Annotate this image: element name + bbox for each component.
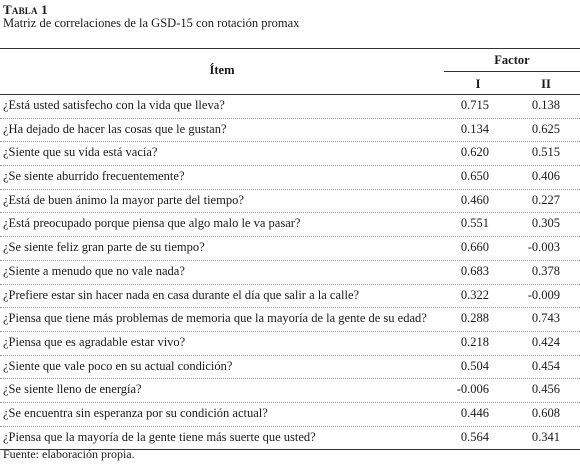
table-row — [0, 285, 580, 309]
row-factor-1-value: 0.620 — [460, 145, 489, 160]
row-item-text: ¿Se siente feliz gran parte de su tiempo? — [3, 240, 205, 255]
row-factor-2-value: 0.454 — [531, 358, 560, 373]
row-factor-2-value: -0.009 — [527, 287, 560, 302]
factor-rule — [444, 71, 580, 72]
row-factor-1-value: 0.683 — [460, 263, 489, 278]
row-factor-2-value: 0.608 — [531, 405, 560, 420]
row-factor-1-value: 0.218 — [460, 334, 489, 349]
row-factor-2-value: 0.625 — [531, 121, 560, 136]
row-factor-1-value: 0.288 — [460, 311, 489, 326]
row-item-text: ¿Se encuentra sin esperanza por su condición actual? — [3, 405, 268, 420]
table-row — [0, 403, 580, 427]
row-factor-2-value: 0.378 — [531, 263, 560, 278]
table-row — [0, 261, 580, 285]
row-item-text: ¿Está usted satisfecho con la vida que lleva? — [3, 98, 225, 112]
row-item-text: ¿Se siente lleno de energía? — [3, 382, 142, 397]
header-factor-2: II — [541, 77, 551, 91]
top-rule — [0, 48, 580, 49]
row-item-text: ¿Prefiere estar sin hacer nada en casa durante el día que salir a la calle? — [3, 287, 360, 302]
header-item: Ítem — [209, 63, 235, 77]
table-row — [0, 213, 580, 237]
row-factor-1-value: 0.134 — [460, 121, 489, 136]
row-item-text: ¿Se siente aburrido frecuentemente? — [3, 169, 185, 184]
table-row — [0, 166, 580, 190]
row-item-text: ¿Ha dejado de hacer las cosas que le gustan? — [3, 121, 227, 136]
row-item-text: ¿Siente que vale poco en su actual condición? — [3, 358, 233, 373]
row-factor-1-value: 0.446 — [460, 405, 489, 420]
table-source: Fuente: elaboración propia. — [3, 447, 135, 461]
table-body — [0, 95, 580, 450]
row-item-text: ¿Está preocupado porque piensa que algo malo le va pasar? — [3, 216, 301, 231]
row-factor-2-value: 0.227 — [531, 192, 560, 207]
row-item-text: ¿Está de buen ánimo la mayor parte del tiempo? — [3, 192, 244, 207]
row-factor-1-value: -0.006 — [456, 382, 489, 397]
table-row — [0, 237, 580, 261]
table-row — [0, 142, 580, 166]
row-factor-2-value: -0.003 — [527, 240, 560, 255]
row-factor-1-value: 0.460 — [460, 192, 489, 207]
table-row — [0, 119, 580, 143]
table-row — [0, 95, 580, 119]
row-item-text: ¿Piensa que tiene más problemas de memoria que la mayoría de la gente de su edad? — [3, 311, 427, 326]
row-factor-1-value: 0.715 — [460, 98, 489, 112]
row-factor-2-value: 0.305 — [531, 216, 560, 231]
row-factor-2-value: 0.424 — [531, 334, 560, 349]
row-factor-2-value: 0.456 — [531, 382, 560, 397]
row-item-text: ¿Siente a menudo que no vale nada? — [3, 263, 185, 278]
table-caption: Matriz de correlaciones de la GSD-15 con rotación promax — [3, 16, 300, 30]
table-row — [0, 308, 580, 332]
header-factor: Factor — [494, 53, 530, 67]
header-factor-1: I — [475, 77, 481, 91]
row-item-text: ¿Piensa que es agradable estar vivo? — [3, 334, 186, 349]
row-factor-1-value: 0.650 — [460, 169, 489, 184]
row-factor-2-value: 0.515 — [531, 145, 560, 160]
row-factor-1-value: 0.551 — [460, 216, 489, 231]
row-factor-2-value: 0.406 — [531, 169, 560, 184]
row-factor-1-value: 0.322 — [460, 287, 489, 302]
table-row — [0, 356, 580, 380]
row-factor-2-value: 0.743 — [531, 311, 560, 326]
row-item-text: ¿Piensa que la mayoría de la gente tiene más suerte que usted? — [3, 429, 316, 444]
table-row — [0, 190, 580, 214]
table-row — [0, 379, 580, 403]
row-factor-1-value: 0.504 — [460, 358, 489, 373]
row-factor-1-value: 0.660 — [460, 240, 489, 255]
row-factor-2-value: 0.341 — [531, 429, 560, 444]
row-item-text: ¿Siente que su vida está vacía? — [3, 145, 158, 160]
table-row — [0, 332, 580, 356]
row-factor-1-value: 0.564 — [460, 429, 489, 444]
row-factor-2-value: 0.138 — [531, 98, 560, 112]
table-label: Tabla 1 — [3, 2, 48, 17]
